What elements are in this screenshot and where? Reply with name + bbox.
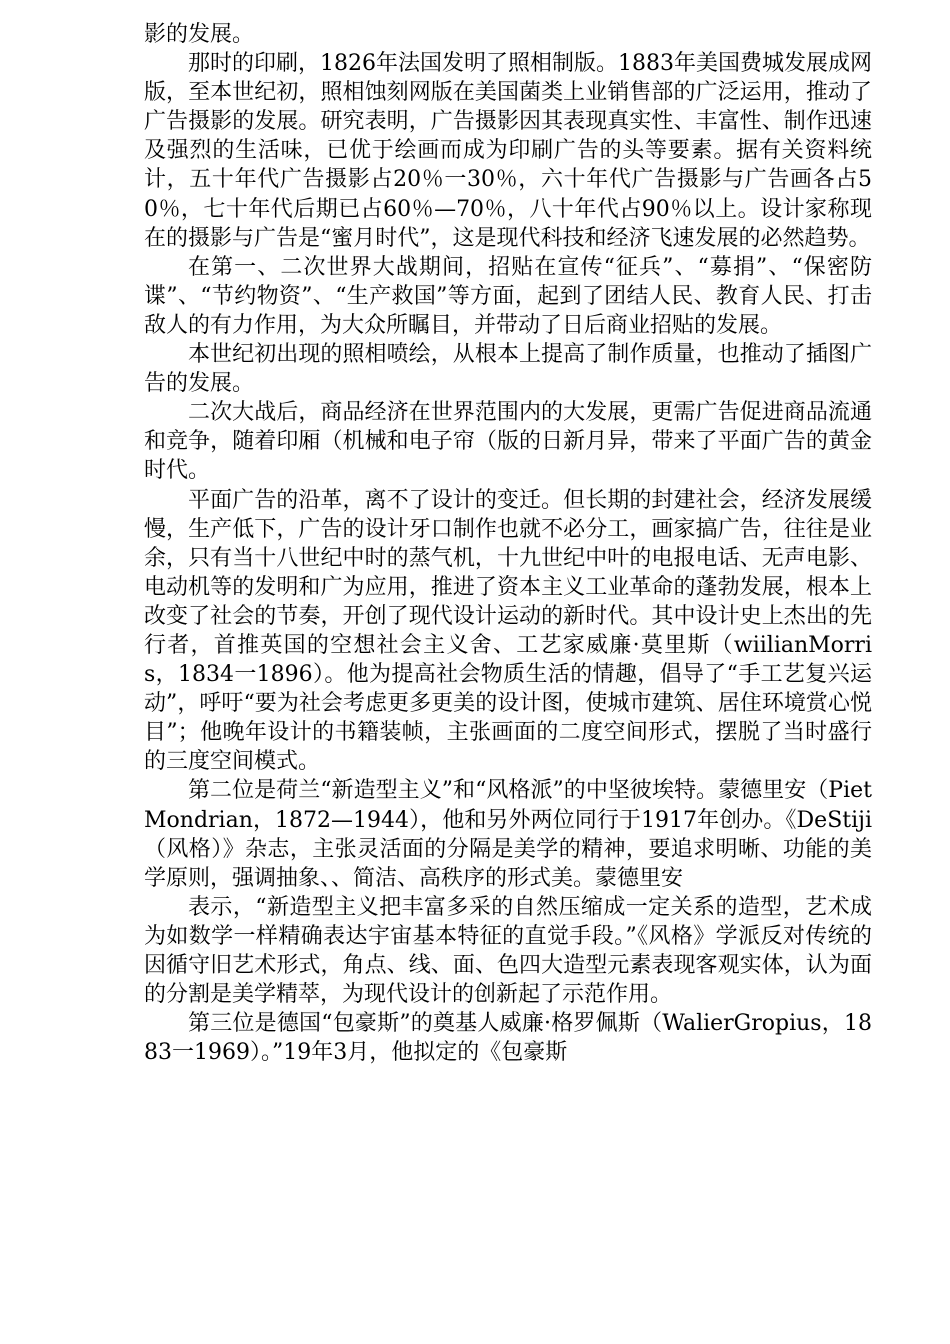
- paragraph-3: 在第一、二次世界大战期间，招贴在宣传“征兵”、“募捐”、“保密防谍”、“节约物资”、“生产救国”等方面，起到了团结人民、教育人民、打击敌人的有力作用，为大众所瞩目，并带动了日后商业招贴的发展。: [144, 254, 872, 338]
- paragraph-9: 第三位是德国“包豪斯”的奠基人威廉·格罗佩斯（WalierGropius，1883一1969）。”19年3月，他拟定的《包豪斯: [144, 1011, 872, 1066]
- paragraph-1: 影的发展。: [144, 22, 255, 47]
- paragraph-5: 二次大战后，商品经济在世界范围内的大发展，更需广告促进商品流通和竞争，随着印厢（机械和电子帘（版的日新月异，带来了平面广告的黄金时代。: [144, 400, 872, 484]
- document-page: [144, 20, 872, 1067]
- paragraph-7: 第二位是荷兰“新造型主义”和“风格派”的中坚彼埃特。蒙德里安（PietMondrian，1872—1944），他和另外两位同行于1917年创办。《DeStiji（风格）》杂志，主张灵活面的分隔是美学的精神，要追求明晰、功能的美学原则，强调抽象、、简洁、高秩序的形式美。蒙德里安: [144, 778, 872, 891]
- paragraph-6: 平面广告的沿革，离不了设计的变迁。但长期的封建社会，经济发展缓慢，生产低下，广告的设计牙口制作也就不必分工，画家搞广告，往往是业余，只有当十八世纪中时的蒸气机，十九世纪中叶的电报电话、无声电影、电动机等的发明和广为应用，推进了资本主义工业革命的蓬勃发展，根本上改变了社会的节奏，开创了现代设计运动的新时代。其中设计史上杰出的先行者，首推英国的空想社会主义舍、工艺家威廉·莫里斯（wiilianMorris，1834一1896）。他为提高社会物质生活的情趣，倡导了“手工艺复兴运动”，呼吁“要为社会考虑更多更美的设计图，使城市建筑、居住环境赏心悦目”；他晚年设计的书籍装帧，主张画面的二度空间形式，摆脱了当时盛行的三度空间模式。: [144, 487, 872, 775]
- paragraph-8: 表示，“新造型主义把丰富多采的自然压缩成一定关系的造型，艺术成为如数学一样精确表达宇宙基本特征的直觉手段。”《风格》学派反对传统的因循守旧艺术形式，角点、线、面、色四大造型元素表现客观实体，认为面的分割是美学精萃，为现代设计的创新起了示范作用。: [144, 894, 872, 1008]
- paragraph-2: 那时的印刷，1826年法国发明了照相制版。1883年美国费城发展成网版，至本世纪初，照相蚀刻网版在美国菌类上业销售部的广泛运用，推动了广告摄影的发展。研究表明，广告摄影因其表现真实性、丰富性、制作迅速及强烈的生活味，已优于绘画而成为印刷广告的头等要素。据有关资料统计，五十年代广告摄影占20％一30％，六十年代广告摄影与广告画各占50％，七十年代后期已占60％—70％，八十年代占90％以上。设计家称现在的摄影与广告是“蜜月时代”，这是现代科技和经济飞速发展的必然趋势。: [144, 51, 872, 251]
- paragraph-4: 本世纪初出现的照相喷绘，从根本上提高了制作质量，也推动了插图广告的发展。: [144, 342, 872, 397]
